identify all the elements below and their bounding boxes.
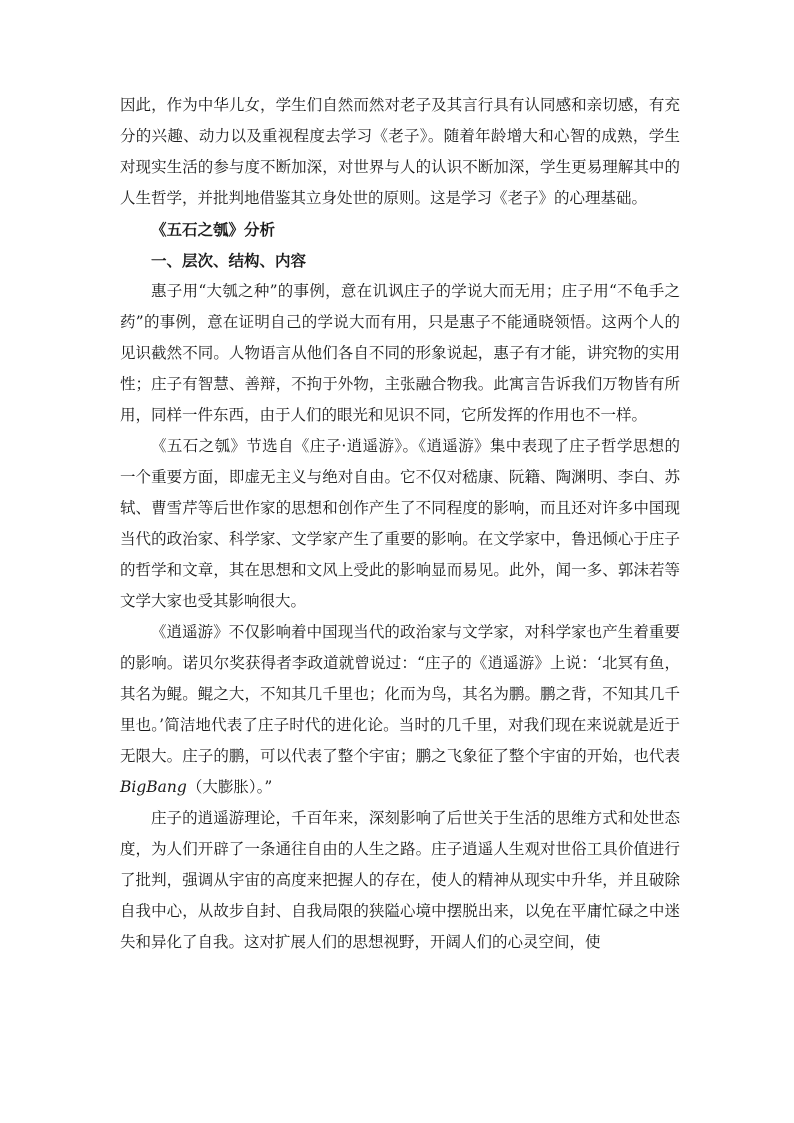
paragraph-bigbang (120, 617, 680, 803)
paragraph-bigbang-after: （大膨胀）。” (186, 778, 273, 796)
intro-paragraph: 因此，作为中华儿女，学生们自然而然对老子及其言行具有认同感和亲切感，有充分的兴趣、动力以及重视程度去学习《老子》。随着年龄增大和心智的成熟，学生对现实生活的参与度不断加深，对世界与人的认识不断加深，学生更易理解其中的人生哲学，并批判地借鉴其立身处世的原则。这是学习《老子》的心理基础。 (120, 96, 680, 207)
bigbang-term: BigBang (120, 778, 187, 796)
paragraph-dahu: 惠子用“大瓠之种”的事例，意在讥讽庄子的学说大而无用；庄子用“不龟手之药”的事例，意在证明自己的学说大而有用，只是惠子不能通晓领悟。这两个人的见识截然不同。人物语言从他们各自不同的形象说起，惠子有才能，讲究物的实用性；庄子有智慧、善辩，不拘于外物，主张融合物我。此寓言告诉我们万物皆有所用，同样一件东西，由于人们的眼光和见识不同，它所发挥的作用也不一样。 (120, 282, 680, 424)
section-title: 《五石之瓠》分析 (151, 220, 276, 239)
document-body (120, 90, 680, 958)
subsection-title: 一、层次、结构、内容 (151, 251, 307, 270)
paragraph-bigbang-before: 《逍遥游》不仅影响着中国现当代的政治家与文学家，对科学家也产生着重要的影响。诺贝尔奖获得者李政道就曾说过：“庄子的《逍遥游》上说：‘北冥有鱼，其名为鲲。鲲之大，不知其几千里也；化而为鸟，其名为鹏。鹏之背，不知其几千里也。’简洁地代表了庄子时代的进化论。当时的几千里，对我们现在来说就是近于无限大。庄子的鹏，可以代表了整个宇宙；鹏之飞象征了整个宇宙的开始，也代表 (120, 623, 680, 765)
final-paragraph: 庄子的逍遥游理论，千百年来，深刻影响了后世关于生活的思维方式和处世态度，为人们开辟了一条通往自由的人生之路。庄子逍遥人生观对世俗工具价值进行了批判，强调从宇宙的高度来把握人的存在，使人的精神从现实中升华，并且破除自我中心，从故步自封、自我局限的狭隘心境中摆脱出来，以免在平庸忙碌之中迷失和异化了自我。这对扩展人们的思想视野，开阔人们的心灵空间，使 (120, 809, 680, 951)
paragraph-xiaoyaoyou: 《五石之瓠》节选自《庄子·逍遥游》。《逍遥游》集中表现了庄子哲学思想的一个重要方面，即虚无主义与绝对自由。它不仅对嵇康、阮籍、陶渊明、李白、苏轼、曹雪芹等后世作家的思想和创作产生了不同程度的影响，而且还对许多中国现当代的政治家、科学家、文学家产生了重要的影响。在文学家中，鲁迅倾心于庄子的哲学和文章，其在思想和文风上受此的影响显而易见。此外，闻一多、郭沫若等文学大家也受其影响很大。 (120, 437, 680, 610)
